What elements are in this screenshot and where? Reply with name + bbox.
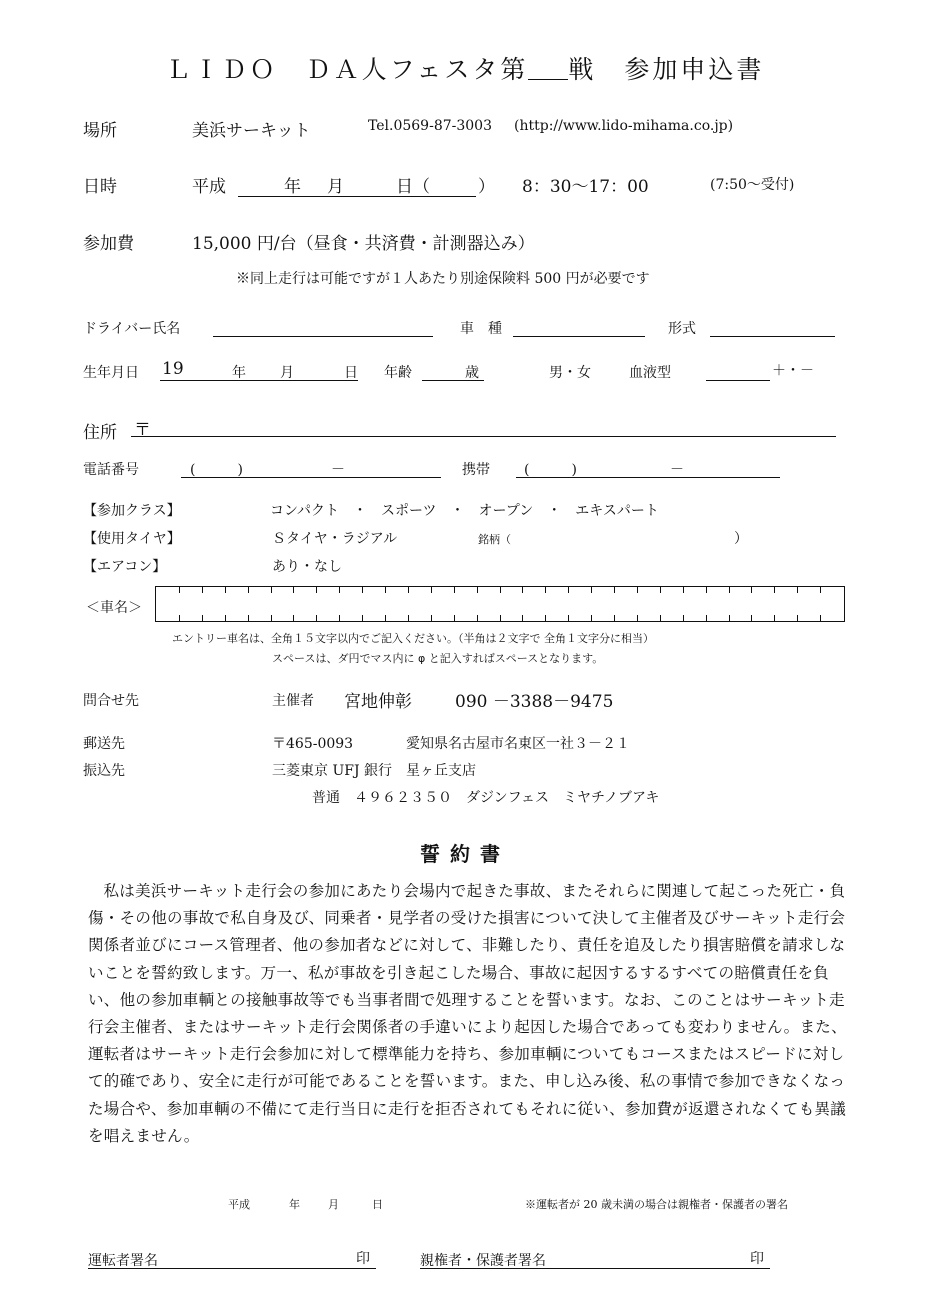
- guardian-sign-field[interactable]: [420, 1268, 770, 1269]
- grid-cell-divider: [545, 587, 546, 593]
- datetime-month: 月: [327, 177, 344, 197]
- tire-label: 【使用タイヤ】: [83, 531, 181, 547]
- grid-cell-divider: [683, 587, 684, 593]
- car-field[interactable]: [513, 336, 645, 337]
- grid-cell-divider: [179, 615, 180, 621]
- grid-cell-divider: [820, 587, 821, 593]
- grid-cell-divider: [454, 615, 455, 621]
- grid-cell-divider: [339, 587, 340, 593]
- birth-year: 年: [232, 365, 246, 381]
- fee-note: ※同上走行は可能ですが１人あたり別途保険料 500 円が必要です: [236, 271, 650, 287]
- mobile-field[interactable]: [516, 477, 780, 478]
- grid-cell-divider: [820, 615, 821, 621]
- grid-cell-divider: [660, 615, 661, 621]
- sign-era: 平成: [228, 1198, 250, 1211]
- rh-options[interactable]: ＋・－: [772, 363, 814, 379]
- ac-label: 【エアコン】: [83, 559, 167, 575]
- bank-label: 振込先: [83, 763, 125, 779]
- datetime-reception: (7:50〜受付): [710, 177, 795, 193]
- brand-close: ）: [734, 531, 748, 547]
- datetime-close: ）: [478, 177, 495, 197]
- mobile-paren: ( ): [524, 462, 577, 478]
- age-label: 年齢: [384, 365, 412, 381]
- mail-zip: 〒465-0093: [272, 736, 354, 752]
- grid-cell-divider: [522, 615, 523, 621]
- grid-cell-divider: [706, 587, 707, 593]
- tire-options[interactable]: Ｓタイヤ・ラジアル: [272, 531, 398, 547]
- driver-sign-field[interactable]: [88, 1268, 376, 1269]
- sign-note: ※運転者が 20 歳未満の場合は親権者・保護者の署名: [525, 1198, 788, 1211]
- datetime-time: 8：30〜17：00: [522, 177, 649, 197]
- grid-cell-divider: [522, 587, 523, 593]
- address-field[interactable]: [131, 436, 836, 437]
- birth-day: 日: [344, 365, 358, 381]
- phone-paren: ( ): [190, 462, 243, 478]
- grid-cell-divider: [568, 587, 569, 593]
- blood-label: 血液型: [629, 365, 671, 381]
- grid-cell-divider: [454, 587, 455, 593]
- grid-cell-divider: [637, 615, 638, 621]
- car-label: 車 種: [460, 321, 502, 337]
- grid-cell-divider: [614, 587, 615, 593]
- grid-cell-divider: [225, 587, 226, 593]
- grid-cell-divider: [751, 615, 752, 621]
- carname-label: ＜車名＞: [86, 600, 142, 616]
- grid-cell-divider: [591, 615, 592, 621]
- blood-field[interactable]: [706, 380, 770, 381]
- pledge-text: 私は美浜サーキット走行会の参加にあたり会場内で起きた事故、またそれらに関連して起こった死亡・負傷・その他の事故で私自身及び、同乗者・見学者の受けた損害について決して主催者及びサーキット走行会関係者並びにコース管理者、他の参加者などに対して、非難したり、責任を追及したり損害賠償を請求しないことを誓約致します。万一、私が事故を引き起こした場合、事故に起因するするすべての賠償責任を負い、他の参加車輌との接触事故等でも当事者間で処理することを誓います。なお、このことはサーキット走行会主催者、またはサーキット走行会関係者の手違いにより起因した場合であっても変わりません。また、運転者はサーキット走行会参加に対して標準能力を持ち、参加車輌についてもコースまたはスピードに対して的確であり、安全に走行が可能であることを誓います。また、申し込み後、私の事情で参加できなくなった場合や、参加車輌の不備にて走行当日に走行を拒否されてもそれに従い、参加費が返還されなくても異議を唱えません。: [88, 882, 847, 1145]
- carname-grid[interactable]: [155, 586, 845, 622]
- driver-name-field[interactable]: [213, 336, 433, 337]
- phone-field[interactable]: [181, 477, 441, 478]
- grid-cell-divider: [706, 615, 707, 621]
- mobile-dash: －: [670, 462, 684, 478]
- grid-cell-divider: [751, 587, 752, 593]
- grid-cell-divider: [316, 587, 317, 593]
- mail-address: 愛知県名古屋市名東区一社３－２１: [406, 736, 630, 752]
- datetime-era: 平成: [192, 177, 226, 197]
- bank-account: 普通 ４９６２３５０ ダジンフェス ミヤチノブアキ: [312, 790, 660, 806]
- fee-value: 15,000 円/台（昼食・共済費・計測器込み）: [192, 234, 535, 254]
- grid-cell-divider: [339, 615, 340, 621]
- grid-cell-divider: [179, 587, 180, 593]
- pledge-heading: 誓約書: [420, 842, 510, 866]
- guardian-sign-label: 親権者・保護者署名: [420, 1253, 546, 1269]
- grid-cell-divider: [225, 615, 226, 621]
- venue-tel: Tel.0569-87-3003: [368, 118, 492, 134]
- grid-cell-divider: [408, 587, 409, 593]
- grid-cell-divider: [202, 587, 203, 593]
- driver-sign-label: 運転者署名: [88, 1253, 158, 1269]
- grid-cell-divider: [362, 587, 363, 593]
- driver-name-label: ドライバー氏名: [83, 321, 181, 337]
- grid-cell-divider: [385, 587, 386, 593]
- class-options[interactable]: コンパクト ・ スポーツ ・ オープン ・ エキスパート: [270, 503, 659, 519]
- sex-options[interactable]: 男・女: [549, 365, 591, 381]
- birth-label: 生年月日: [83, 365, 139, 381]
- grid-cell-divider: [729, 587, 730, 593]
- grid-cell-divider: [431, 615, 432, 621]
- grid-cell-divider: [683, 615, 684, 621]
- grid-cell-divider: [271, 587, 272, 593]
- grid-cell-divider: [293, 615, 294, 621]
- grid-cell-divider: [408, 615, 409, 621]
- datetime-label: 日時: [83, 177, 117, 197]
- datetime-year: 年: [284, 177, 301, 197]
- mail-label: 郵送先: [83, 736, 125, 752]
- venue-value: 美浜サーキット: [192, 121, 311, 141]
- date-underline[interactable]: [238, 196, 476, 197]
- zip-mark: 〒: [134, 420, 151, 440]
- phone-dash: －: [331, 462, 345, 478]
- grid-cell-divider: [362, 615, 363, 621]
- grid-cell-divider: [202, 615, 203, 621]
- model-field[interactable]: [710, 336, 835, 337]
- venue-label: 場所: [83, 121, 117, 141]
- contact-label: 問合せ先: [83, 693, 139, 709]
- grid-cell-divider: [248, 615, 249, 621]
- form-title: [0, 50, 930, 86]
- driver-seal: 印: [356, 1251, 370, 1267]
- birth-era: 19: [162, 359, 184, 379]
- title-suffix: 戦 参加申込書: [568, 55, 765, 84]
- round-number-blank[interactable]: [528, 57, 568, 80]
- birth-month: 月: [280, 365, 294, 381]
- title-prefix: ＬＩＤＯ ＤＡ人フェスタ第: [165, 55, 529, 84]
- age-unit: 歳: [465, 365, 479, 381]
- phone-label: 電話番号: [83, 462, 139, 478]
- contact-phone: 090 －3388－9475: [455, 692, 614, 712]
- bank-name: 三菱東京 UFJ 銀行 星ヶ丘支店: [272, 763, 477, 779]
- grid-cell-divider: [774, 615, 775, 621]
- grid-cell-divider: [545, 615, 546, 621]
- grid-cell-divider: [637, 587, 638, 593]
- grid-cell-divider: [614, 615, 615, 621]
- guardian-seal: 印: [750, 1251, 764, 1267]
- carname-note-1: エントリー車名は、全角１５文字以内でご記入ください。（半角は２文字で 全角１文字分に相当）: [172, 632, 654, 645]
- grid-cell-divider: [797, 615, 798, 621]
- fee-label: 参加費: [83, 234, 134, 254]
- grid-cell-divider: [729, 615, 730, 621]
- class-label: 【参加クラス】: [83, 503, 181, 519]
- venue-url: (http://www.lido-mihama.co.jp): [514, 118, 734, 134]
- model-label: 形式: [668, 321, 696, 337]
- grid-cell-divider: [591, 587, 592, 593]
- grid-cell-divider: [431, 587, 432, 593]
- grid-cell-divider: [477, 615, 478, 621]
- address-label: 住所: [83, 423, 117, 443]
- datetime-day: 日（: [396, 177, 430, 197]
- grid-cell-divider: [385, 615, 386, 621]
- birth-field[interactable]: [160, 380, 358, 381]
- grid-cell-divider: [774, 587, 775, 593]
- ac-options[interactable]: あり・なし: [272, 559, 342, 575]
- contact-role: 主催者: [272, 693, 314, 709]
- sign-month: 月: [328, 1198, 339, 1211]
- grid-cell-divider: [293, 587, 294, 593]
- brand-label: 銘柄（: [478, 533, 511, 546]
- grid-cell-divider: [660, 587, 661, 593]
- sign-year: 年: [289, 1198, 300, 1211]
- grid-cell-divider: [500, 615, 501, 621]
- grid-cell-divider: [797, 587, 798, 593]
- carname-note-2: スペースは、ダ円でマス内に φ と記入すればスペースとなります。: [272, 652, 604, 665]
- grid-cell-divider: [248, 587, 249, 593]
- contact-name: 宮地伸彰: [344, 692, 412, 712]
- sign-day: 日: [372, 1198, 383, 1211]
- grid-cell-divider: [271, 615, 272, 621]
- mobile-label: 携帯: [462, 462, 490, 478]
- grid-cell-divider: [568, 615, 569, 621]
- grid-cell-divider: [477, 587, 478, 593]
- grid-cell-divider: [316, 615, 317, 621]
- grid-cell-divider: [500, 587, 501, 593]
